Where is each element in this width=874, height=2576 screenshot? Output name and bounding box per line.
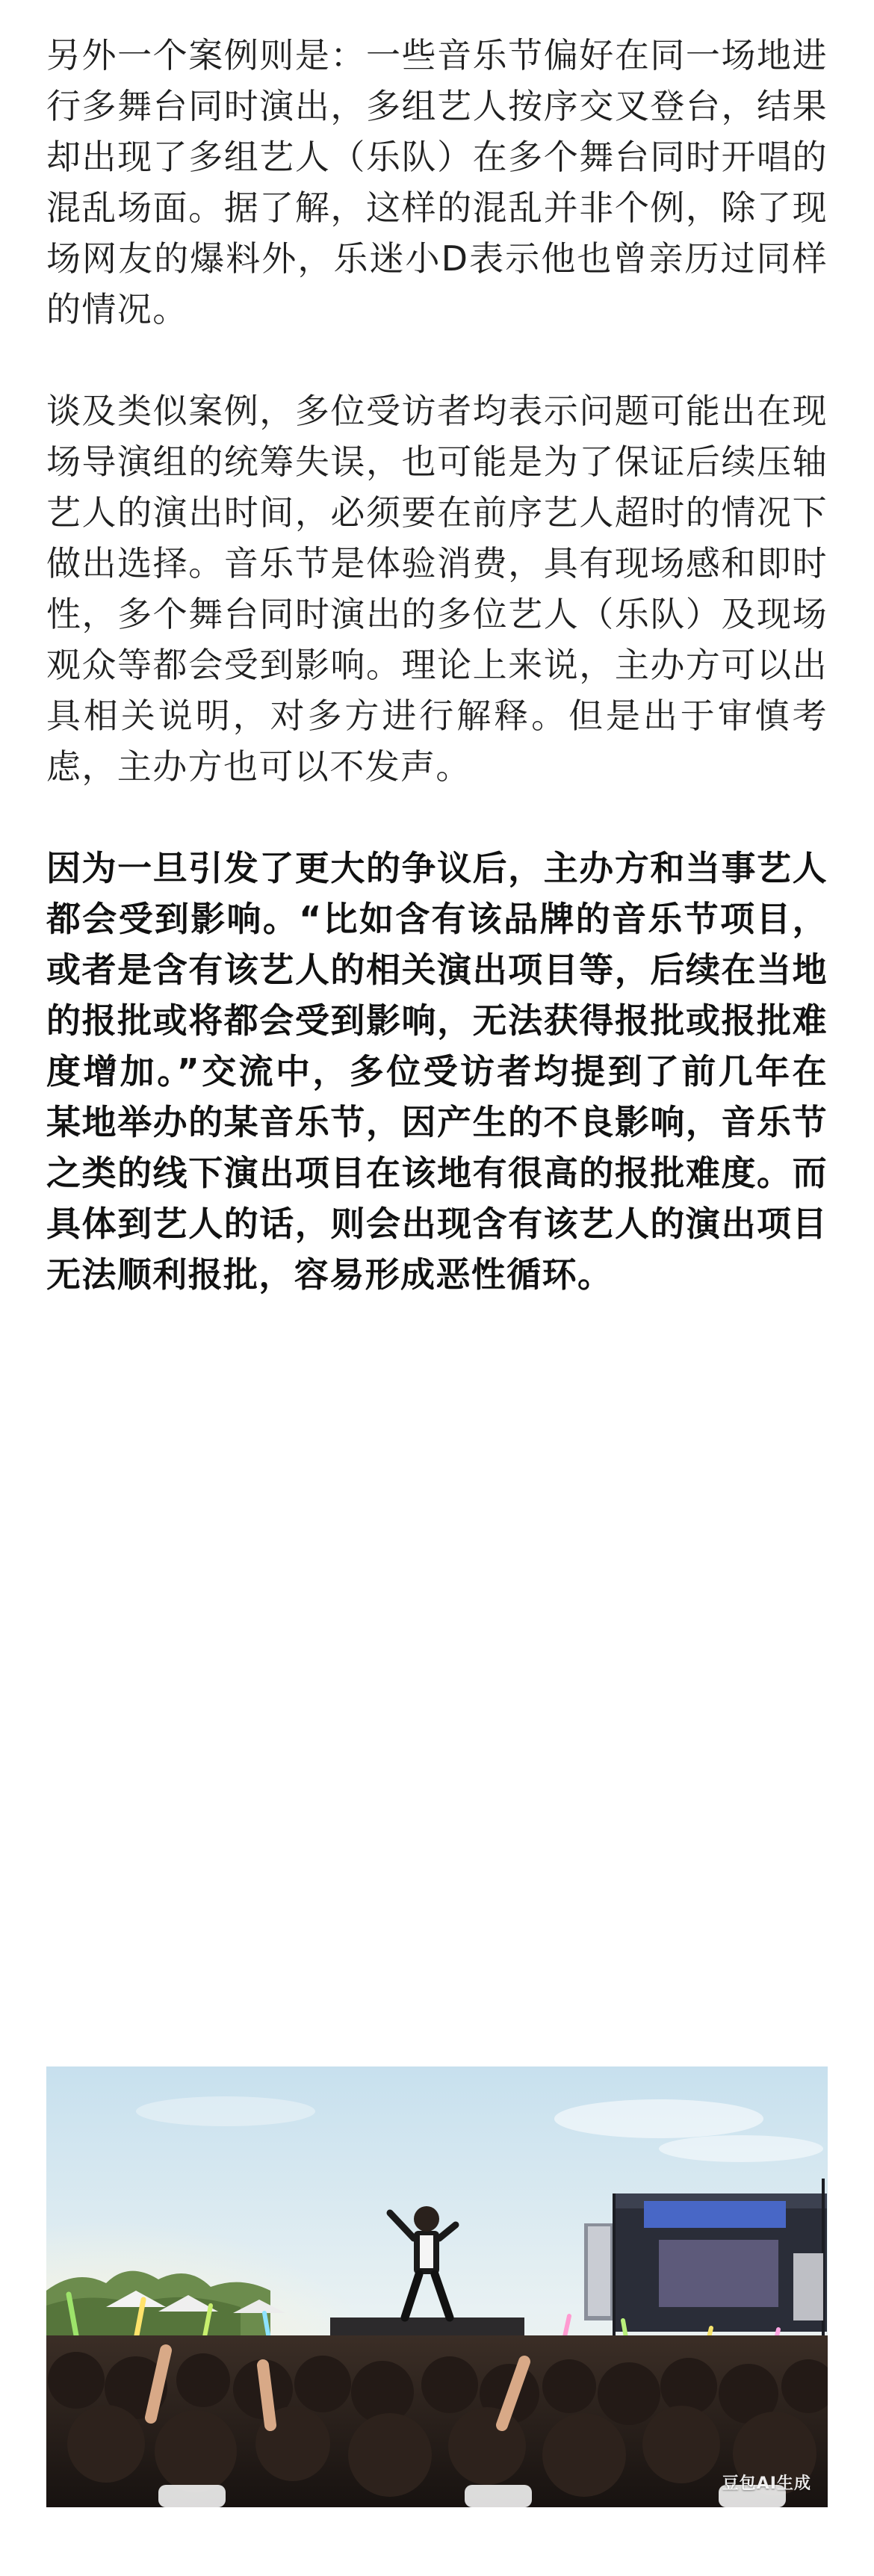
concert-illustration (46, 2066, 828, 2507)
article-body (46, 30, 828, 1300)
paragraph-2: 谈及类似案例，多位受访者均表示问题可能出在现场导演组的统筹失误，也可能是为了保证后续压轴艺人的演出时间，必须要在前序艺人超时的情况下做出选择。音乐节是体验消费，具有现场感和即时性，多个舞台同时演出的多位艺人（乐队）及现场观众等都会受到影响。理论上来说，主办方可以出具相关说明，对多方进行解释。但是出于审慎考虑，主办方也可以不发声。 (46, 391, 828, 787)
paragraph-1: 另外一个案例则是：一些音乐节偏好在同一场地进行多舞台同时演出，多组艺人按序交叉登台，结果却出现了多组艺人（乐队）在多个舞台同时开唱的混乱场面。据了解，这样的混乱并非个例，除了现场网友的爆料外，乐迷小D表示他也曾亲历过同样的情况。 (46, 35, 828, 329)
paragraph-3-bold: 因为一旦引发了更大的争议后，主办方和当事艺人都会受到影响。“比如含有该品牌的音乐节项目，或者是含有该艺人的相关演出项目等，后续在当地的报批或将都会受到影响，无法获得报批或报批难度增加。”交流中，多位受访者均提到了前几年在某地举办的某音乐节，因产生的不良影响，音乐节之类的线下演出项目在该地有很高的报批难度。而具体到艺人的话，则会出现含有该艺人的演出项目无法顺利报批，容易形成恶性循环。 (46, 848, 828, 1295)
ai-watermark: 豆包AI生成 (722, 2474, 811, 2493)
concert-photo (46, 2066, 828, 2507)
